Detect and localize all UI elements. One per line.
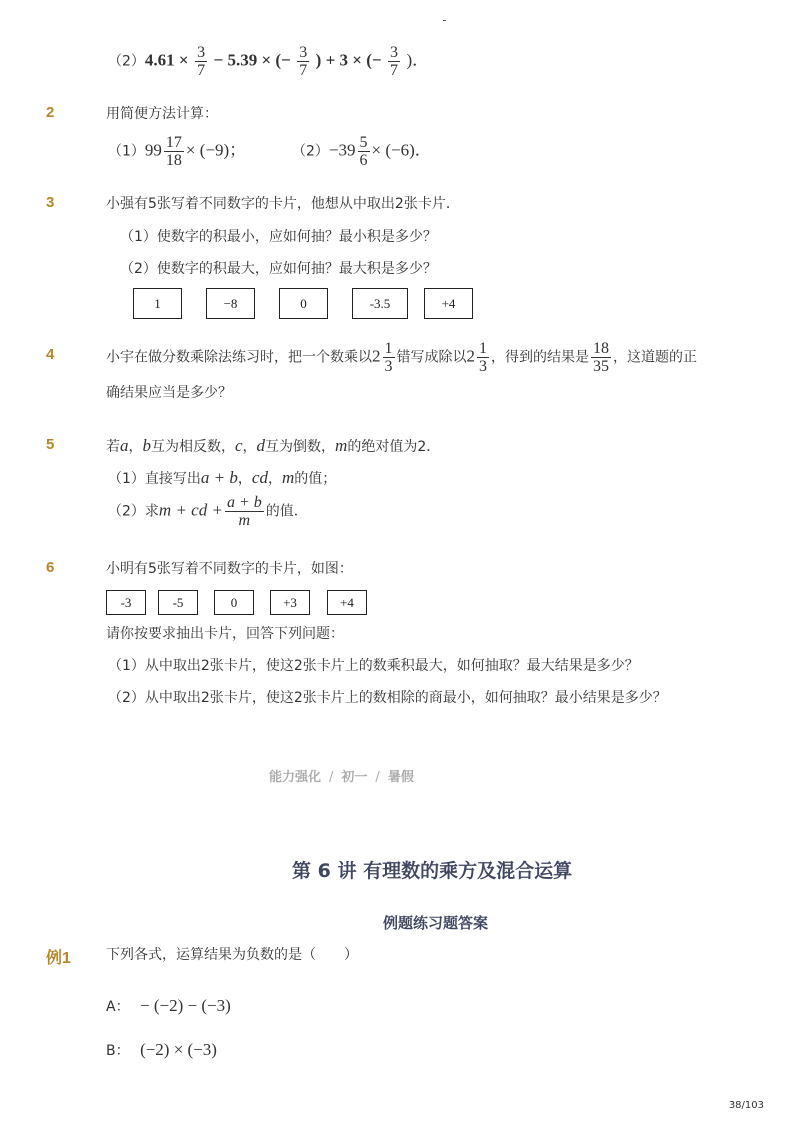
fraction: $\frac{3}{7}$	[390, 44, 398, 79]
problem-number-6: 6	[46, 559, 55, 576]
fraction: $\frac{3}{7}$	[299, 44, 308, 79]
q2-part1: （1）99 $\frac{17}{18}$ × (−9)；	[108, 134, 247, 169]
q3-part2: （2）使数字的积最大，应如何抽？最大积是多少？	[120, 261, 437, 277]
problem-number-3: 3	[46, 194, 55, 211]
section-footer: 能力强化 / 初一 / 暑假	[269, 770, 414, 785]
q2-intro: 用简便方法计算：	[106, 106, 218, 122]
q5-part1: （1）直接写出a + b，cd，m的值；	[108, 468, 337, 487]
number-card: +3	[270, 590, 310, 615]
number-card: 0	[279, 288, 328, 319]
q3-intro: 小强有5张写着不同数字的卡片，他想从中取出2张卡片．	[106, 196, 460, 212]
lecture-subtitle: 例题练习题答案	[383, 914, 489, 932]
fraction: $\frac{1}{3}$	[479, 340, 487, 375]
q3-part1: （1）使数字的积最小，应如何抽？最小积是多少？	[120, 229, 437, 245]
example-question: 下列各式，运算结果为负数的是（ ）	[106, 947, 358, 963]
q6-part2: （2）从中取出2张卡片，使这2张卡片上的数相除的商最小，如何抽取？最小结果是多少？	[108, 690, 667, 706]
option-b: B： (−2) × (−3)	[106, 1040, 217, 1059]
problem-number-2: 2	[46, 104, 55, 121]
fraction: $\frac{18}{35}$	[593, 340, 609, 375]
q5-line1: 若a，b互为相反数，c，d互为倒数，m的绝对值为2．	[106, 436, 441, 455]
number-card: −8	[206, 288, 255, 319]
option-a: A： − (−2) − (−3)	[106, 996, 231, 1015]
example-label: 例1	[46, 950, 71, 967]
q6-part1: （1）从中取出2张卡片，使这2张卡片上的数乘积最大，如何抽取？最大结果是多少？	[108, 658, 639, 674]
q2-part2: （2）−39 $\frac{5}{6}$ × (−6)．	[292, 134, 432, 169]
page-number: 38/103	[728, 1100, 764, 1111]
number-card: 1	[133, 288, 182, 319]
fraction: $\frac{a + b}{m}$	[226, 494, 262, 529]
problem-number-4: 4	[46, 346, 55, 363]
number-card: -3.5	[352, 288, 408, 319]
top-mark	[443, 20, 446, 21]
q5-part2: （2）求m + cd + $\frac{a + b}{m}$ 的值．	[108, 494, 308, 529]
q4-line1: 小宇在做分数乘除法练习时，把一个数乘以2 $\frac{1}{3}$ 错写成除以2 $\frac{1}{3}$ ，得到的结果是 $\frac{18}{35}$ ，这道题的正	[106, 340, 697, 375]
number-card: -5	[158, 590, 198, 615]
problem-number-5: 5	[46, 436, 55, 453]
number-card: 0	[214, 590, 254, 615]
fraction: $\frac{5}{6}$	[359, 134, 368, 169]
fraction: $\frac{1}{3}$	[384, 340, 393, 375]
fraction: $\frac{17}{18}$	[165, 134, 182, 169]
q6-instruction: 请你按要求抽出卡片，回答下列问题：	[106, 626, 344, 642]
number-card: +4	[327, 590, 367, 615]
q6-intro: 小明有5张写着不同数字的卡片，如图：	[106, 561, 353, 577]
fraction: $\frac{3}{7}$	[197, 44, 206, 79]
number-card: +4	[424, 288, 473, 319]
q4-line2: 确结果应当是多少？	[106, 385, 232, 401]
q1-part2: （2）4.61 × $\frac{3}{7}$ − 5.39 × (− $\frac{3}{7}$ ) + 3 × (− $\frac{3}{7}$ )．	[108, 44, 430, 79]
number-card: -3	[106, 590, 146, 615]
lecture-title: 第 6 讲 有理数的乘方及混合运算	[292, 860, 573, 882]
